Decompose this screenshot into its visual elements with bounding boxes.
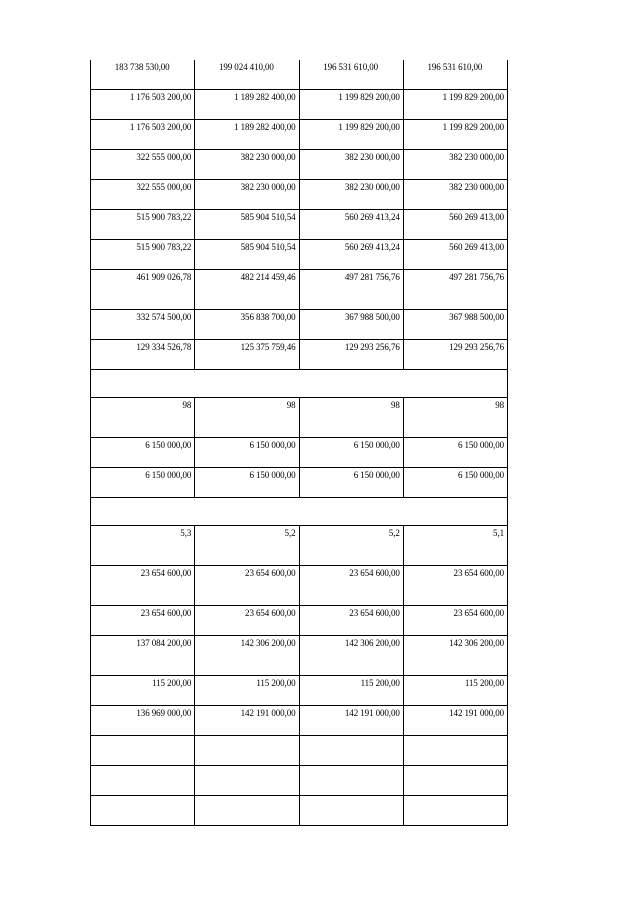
table-cell: 382 230 000,00 <box>299 150 403 180</box>
table-cell: 5,2 <box>299 526 403 566</box>
table-cell <box>91 796 195 826</box>
table-cell <box>91 736 195 766</box>
table-cell <box>195 736 299 766</box>
table-cell: 199 024 410,00 <box>195 60 299 90</box>
table-row <box>91 676 508 706</box>
table-row <box>91 636 508 676</box>
table-cell: 115 200,00 <box>299 676 403 706</box>
table-cell: 98 <box>91 398 195 438</box>
table-cell: 6 150 000,00 <box>403 468 507 498</box>
budget-table-body <box>91 60 508 826</box>
table-cell: 196 531 610,00 <box>299 60 403 90</box>
table-row <box>91 180 508 210</box>
table-row <box>91 468 508 498</box>
table-cell: 482 214 459,46 <box>195 270 299 310</box>
table-cell <box>195 796 299 826</box>
table-row <box>91 210 508 240</box>
table-cell: 1 199 829 200,00 <box>299 120 403 150</box>
table-cell: 497 281 756,76 <box>403 270 507 310</box>
table-cell <box>195 766 299 796</box>
table-cell: 6 150 000,00 <box>195 438 299 468</box>
table-cell: 23 654 600,00 <box>403 606 507 636</box>
table-row <box>91 706 508 736</box>
table-cell: 1 199 829 200,00 <box>403 90 507 120</box>
table-cell: 1 199 829 200,00 <box>403 120 507 150</box>
table-cell: 6 150 000,00 <box>299 438 403 468</box>
table-row <box>91 340 508 370</box>
table-cell <box>299 736 403 766</box>
table-cell: 382 230 000,00 <box>403 180 507 210</box>
table-cell <box>403 796 507 826</box>
table-cell: 6 150 000,00 <box>91 468 195 498</box>
table-row <box>91 766 508 796</box>
table-cell: 1 189 282 400,00 <box>195 120 299 150</box>
table-row <box>91 526 508 566</box>
table-cell: 6 150 000,00 <box>299 468 403 498</box>
table-cell: 129 334 526,78 <box>91 340 195 370</box>
table-cell: 1 176 503 200,00 <box>91 120 195 150</box>
table-row <box>91 90 508 120</box>
table-cell: 115 200,00 <box>195 676 299 706</box>
table-cell: 23 654 600,00 <box>403 566 507 606</box>
table-cell: 6 150 000,00 <box>403 438 507 468</box>
table-cell: 23 654 600,00 <box>299 606 403 636</box>
table-cell: 23 654 600,00 <box>299 566 403 606</box>
table-cell: 332 574 500,00 <box>91 310 195 340</box>
table-row <box>91 370 508 398</box>
table-cell: 129 293 256,76 <box>403 340 507 370</box>
table-cell: 322 555 000,00 <box>91 180 195 210</box>
table-cell: 6 150 000,00 <box>91 438 195 468</box>
table-row <box>91 60 508 90</box>
table-cell: 5,1 <box>403 526 507 566</box>
table-cell: 142 306 200,00 <box>299 636 403 676</box>
table-cell: 115 200,00 <box>91 676 195 706</box>
table-cell: 382 230 000,00 <box>403 150 507 180</box>
table-cell: 142 191 000,00 <box>299 706 403 736</box>
table-cell: 497 281 756,76 <box>299 270 403 310</box>
table-cell: 367 988 500,00 <box>299 310 403 340</box>
table-row <box>91 310 508 340</box>
table-cell: 560 269 413,00 <box>403 210 507 240</box>
table-cell: 142 191 000,00 <box>195 706 299 736</box>
table-cell: 382 230 000,00 <box>299 180 403 210</box>
table-cell: 125 375 759,46 <box>195 340 299 370</box>
table-cell: 183 738 530,00 <box>91 60 195 90</box>
table-cell: 23 654 600,00 <box>91 606 195 636</box>
table-cell: 367 988 500,00 <box>403 310 507 340</box>
table-row <box>91 566 508 606</box>
table-cell: 142 191 000,00 <box>403 706 507 736</box>
table-row <box>91 398 508 438</box>
table-row <box>91 498 508 526</box>
section-separator-cell <box>91 498 508 526</box>
table-row <box>91 736 508 766</box>
table-cell <box>403 736 507 766</box>
table-cell: 585 904 510,54 <box>195 210 299 240</box>
table-cell: 196 531 610,00 <box>403 60 507 90</box>
table-cell: 515 900 783,22 <box>91 240 195 270</box>
table-row <box>91 270 508 310</box>
table-cell: 515 900 783,22 <box>91 210 195 240</box>
table-cell: 136 969 000,00 <box>91 706 195 736</box>
table-cell: 356 838 700,00 <box>195 310 299 340</box>
table-cell: 23 654 600,00 <box>195 566 299 606</box>
table-cell: 98 <box>195 398 299 438</box>
table-cell: 560 269 413,24 <box>299 240 403 270</box>
table-cell: 322 555 000,00 <box>91 150 195 180</box>
table-cell: 382 230 000,00 <box>195 150 299 180</box>
table-cell: 142 306 200,00 <box>403 636 507 676</box>
table-cell <box>299 796 403 826</box>
table-row <box>91 606 508 636</box>
table-cell: 23 654 600,00 <box>91 566 195 606</box>
section-separator-cell <box>91 370 508 398</box>
table-row <box>91 120 508 150</box>
table-row <box>91 438 508 468</box>
table-cell: 142 306 200,00 <box>195 636 299 676</box>
table-cell: 115 200,00 <box>403 676 507 706</box>
table-cell: 585 904 510,54 <box>195 240 299 270</box>
table-cell: 23 654 600,00 <box>195 606 299 636</box>
table-cell: 137 084 200,00 <box>91 636 195 676</box>
table-row <box>91 150 508 180</box>
table-cell: 461 909 026,78 <box>91 270 195 310</box>
table-cell: 382 230 000,00 <box>195 180 299 210</box>
table-cell: 6 150 000,00 <box>195 468 299 498</box>
table-cell: 1 199 829 200,00 <box>299 90 403 120</box>
table-cell: 5,2 <box>195 526 299 566</box>
table-cell <box>403 766 507 796</box>
table-cell: 560 269 413,00 <box>403 240 507 270</box>
table-cell <box>91 766 195 796</box>
table-cell: 1 176 503 200,00 <box>91 90 195 120</box>
table-cell: 560 269 413,24 <box>299 210 403 240</box>
table-cell: 129 293 256,76 <box>299 340 403 370</box>
table-cell: 98 <box>299 398 403 438</box>
table-row <box>91 240 508 270</box>
table-cell <box>299 766 403 796</box>
table-cell: 1 189 282 400,00 <box>195 90 299 120</box>
budget-table <box>90 60 508 826</box>
table-cell: 98 <box>403 398 507 438</box>
table-cell: 5,3 <box>91 526 195 566</box>
table-row <box>91 796 508 826</box>
